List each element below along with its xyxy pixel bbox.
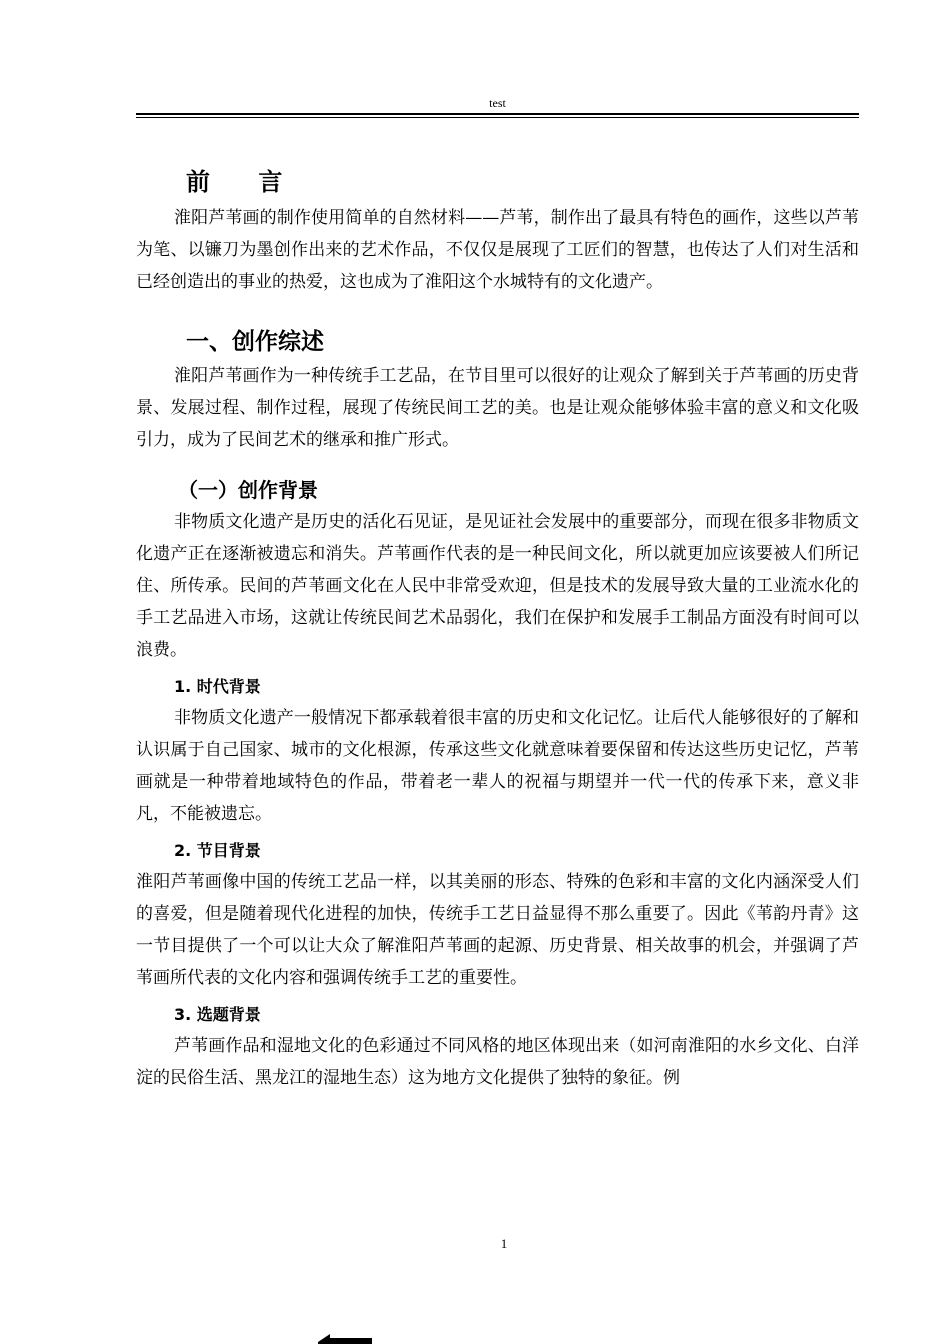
page-number: 1 [500, 1236, 508, 1251]
subsection-paragraph: 非物质文化遗产是历史的活化石见证，是见证社会发展中的重要部分，而现在很多非物质文化遗产正在逐渐被遗忘和消失。芦苇画作代表的是一种民间文化，所以就更加应该要被人们所记住、所传承。民间的芦苇画文化在人民中非常受欢迎，但是技术的发展导致大量的工业流水化的手工艺品进入市场，这就让传统民间艺术品弱化，我们在保护和发展手工制品方面没有时间可以浪费。 [136, 512, 859, 660]
section-1-paragraph: 淮阳芦苇画作为一种传统手工艺品，在节目里可以很好的让观众了解到关于芦苇画的历史背景、发展过程、制作过程，展现了传统民间工艺的美。也是让观众能够体验丰富的意义和文化吸引力，成为了民间艺术的继承和推广形式。 [136, 366, 859, 450]
document-body [136, 162, 859, 1094]
header-rule [136, 113, 859, 115]
preface-paragraph: 淮阳芦苇画的制作使用简单的自然材料——芦苇，制作出了最具有特色的画作，这些以芦苇为笔、以镰刀为墨创作出来的艺术作品，不仅仅是展现了工匠们的智慧，也传达了人们对生活和已经创造出的事业的热爱，这也成为了淮阳这个水城特有的文化遗产。 [136, 208, 859, 292]
item-2-paragraph: 淮阳芦苇画像中国的传统工艺品一样，以其美丽的形态、特殊的色彩和丰富的文化内涵深受人们的喜爱，但是随着现代化进程的加快，传统手工艺日益显得不那么重要了。因此《苇韵丹青》这一节目提供了一个可以让大众了解淮阳芦苇画的起源、历史背景、相关故事的机会，并强调了芦苇画所代表的文化内容和强调传统手工艺的重要性。 [136, 872, 859, 988]
item-3-paragraph: 芦苇画作品和湿地文化的色彩通过不同风格的地区体现出来（如河南淮阳的水乡文化、白洋淀的民俗生活、黑龙江的湿地生态）这为地方文化提供了独特的象征。例 [136, 1036, 859, 1088]
item-3-title: 3. 选题背景 [174, 1005, 261, 1024]
item-1-title: 1. 时代背景 [174, 677, 261, 696]
left-arrow-icon [318, 1334, 372, 1344]
header-rule-thin [136, 117, 859, 118]
item-2-title: 2. 节目背景 [174, 841, 261, 860]
preface-title: 前 言 [186, 168, 303, 196]
item-1-paragraph: 非物质文化遗产一般情况下都承载着很丰富的历史和文化记忆。让后代人能够很好的了解和认识属于自己国家、城市的文化根源，传承这些文化就意味着要保留和传达这些历史记忆，芦苇画就是一种带着地域特色的作品，带着老一辈人的祝福与期望并一代一代的传承下来，意义非凡，不能被遗忘。 [136, 708, 859, 824]
section-1-title: 一、创作综述 [186, 329, 324, 355]
subsection-title: （一）创作背景 [178, 478, 318, 502]
page-header: test [489, 96, 506, 110]
